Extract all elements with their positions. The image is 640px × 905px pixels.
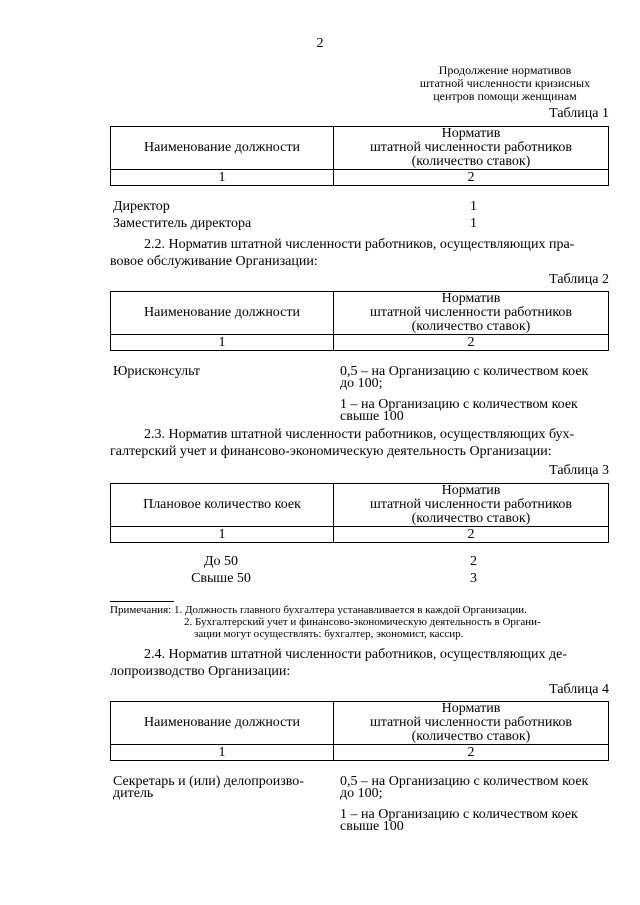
table2-label: Таблица 2	[549, 272, 609, 287]
table2-row-name: Юрисконсульт	[113, 364, 201, 379]
table3-header	[110, 483, 609, 543]
table4-label: Таблица 4	[549, 682, 609, 697]
continuation-line: центров помощи женщинам	[433, 89, 577, 103]
header-num1: 1	[111, 745, 334, 761]
table2-header	[110, 291, 609, 351]
header-col1: Наименование должности	[111, 127, 334, 170]
continuation-heading	[400, 64, 610, 103]
header-col1-beds: Плановое количество коек	[111, 484, 334, 527]
table1-row2-value: 1	[470, 216, 477, 231]
section-2-2: 2.2. Норматив штатной численности работников, осуществляющих пра- вовое обслуживание Организации:	[110, 237, 575, 269]
header-col2: Норматив штатной численности работников (количество ставок)	[334, 127, 609, 170]
header-col1: Наименование должности	[111, 292, 334, 335]
notes-separator	[110, 601, 174, 602]
section-2-4: 2.4. Норматив штатной численности работников, осуществляющих де- лопроизводство Организации:	[110, 647, 567, 679]
header-col2: Норматив штатной численности работников (количество ставок)	[334, 702, 609, 745]
header-num1: 1	[111, 335, 334, 351]
table4-row-value: 0,5 – на Организацию с количеством коек до 100; 1 – на Организацию с количеством коек свыше 100	[340, 774, 589, 834]
table2-row-value: 0,5 – на Организацию с количеством коек до 100; 1 – на Организацию с количеством коек свыше 100	[340, 364, 589, 424]
table4-row-name: Секретарь и (или) делопроизво- дитель	[113, 774, 304, 801]
continuation-line: Продолжение нормативов	[438, 63, 572, 77]
header-col2: Норматив штатной численности работников (количество ставок)	[334, 484, 609, 527]
header-num2: 2	[334, 745, 609, 761]
table3-row2-value: 3	[470, 571, 477, 586]
continuation-line: штатной численности кризисных	[419, 76, 591, 90]
header-col2: Норматив штатной численности работников (количество ставок)	[334, 292, 609, 335]
header-col1: Наименование должности	[111, 702, 334, 745]
note-1: Примечания: 1. Должность главного бухгалтера устанавливается в каждой Организации.	[110, 604, 527, 616]
table4-header	[110, 701, 609, 761]
page-number: 2	[316, 36, 324, 51]
table1-row1-value: 1	[470, 199, 477, 214]
table3-row2-name: Свыше 50	[191, 571, 251, 586]
table1-header	[110, 126, 609, 186]
table1-label: Таблица 1	[549, 106, 609, 121]
header-num2: 2	[334, 170, 609, 186]
table1-row1-name: Директор	[113, 199, 170, 214]
header-num2: 2	[334, 335, 609, 351]
notes	[110, 604, 610, 640]
header-num1: 1	[111, 170, 334, 186]
table3-row1-name: До 50	[203, 554, 239, 569]
table1-row2-name: Заместитель директора	[113, 216, 252, 231]
note-2: 2. Бухгалтерский учет и финансово-экономическую деятельность в Органи- зации могут осуществлять: бухгалтер, экономист, кассир.	[184, 616, 541, 640]
header-num2: 2	[334, 527, 609, 543]
header-num1: 1	[111, 527, 334, 543]
section-2-3: 2.3. Норматив штатной численности работников, осуществляющих бух- галтерский учет и финансово-экономическую деятельность Организации:	[110, 427, 575, 459]
table3-label: Таблица 3	[549, 463, 609, 478]
table3-row1-value: 2	[470, 554, 477, 569]
